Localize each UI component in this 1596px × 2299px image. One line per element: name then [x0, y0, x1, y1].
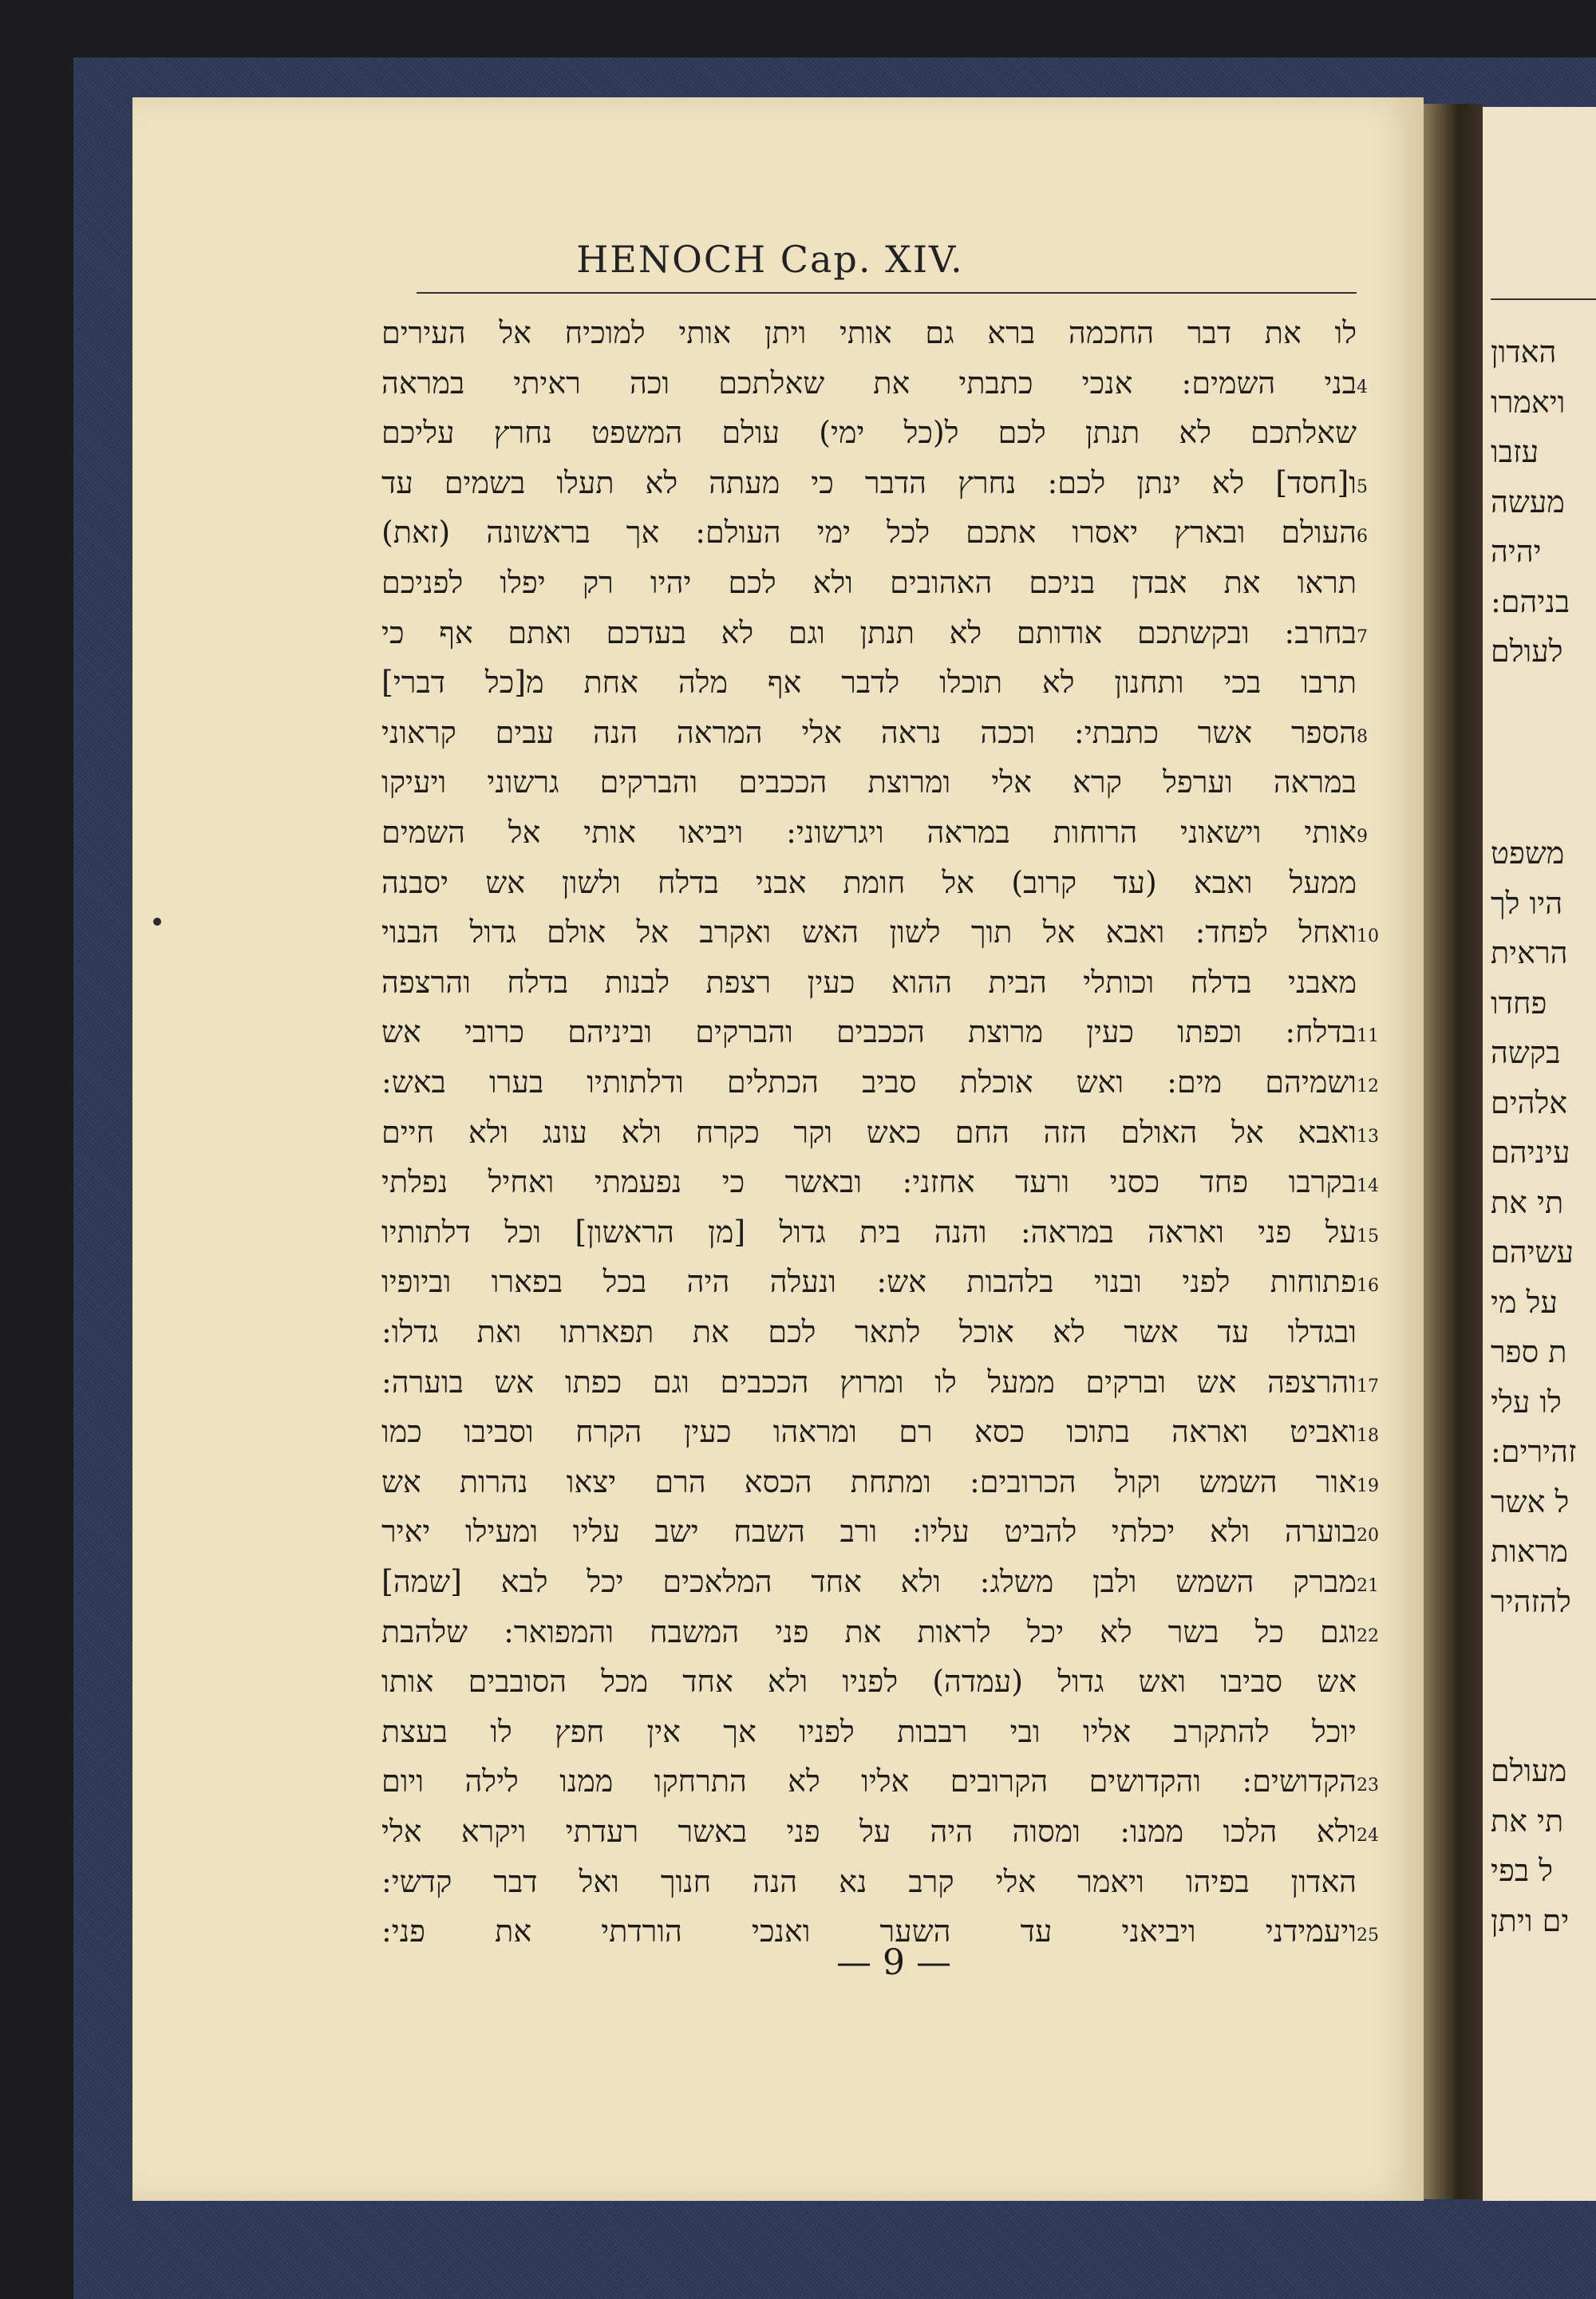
- text-line: ואביט ואראה בתוכו כסא רם ומראהו כעין הקרח וסביבו כמו: [381, 1414, 1357, 1449]
- facing-text-line: להזהיר: [1491, 1584, 1571, 1619]
- text-line: ואבא אל האולם הזה החם כאש וקר כקרח ולא עונג ולא חיים: [381, 1115, 1357, 1150]
- text-line: וגם כל בשר לא יכל לראות את פני המשבח והמפואר: שלהבת: [381, 1614, 1357, 1649]
- text-line: במראה וערפל קרא אלי ומרוצת הככבים והברקים גרשוני ויעיקו: [381, 764, 1357, 800]
- facing-text-line: ל אשר: [1491, 1484, 1570, 1519]
- facing-text-line: היו לך: [1491, 886, 1563, 921]
- verse-number: 7: [1357, 627, 1368, 647]
- facing-text-line: אלהים: [1491, 1085, 1568, 1120]
- verse-number: 19: [1357, 1476, 1379, 1496]
- text-line: מאבני בדלח וכותלי הבית ההוא כעין רצפת לבנות בדלח והרצפה: [381, 965, 1357, 1000]
- facing-text-line: מראות: [1491, 1534, 1568, 1569]
- facing-text-line: האדון: [1491, 334, 1557, 369]
- facing-text-line: לו עלי: [1491, 1385, 1562, 1420]
- verse-number: 24: [1357, 1826, 1379, 1846]
- text-line: אותי וישאוני הרוחות במראה ויגרשוני: ויביאו אותי אל השמים: [381, 815, 1357, 850]
- text-line: בדלח: וכפתו כעין מרוצת הככבים והברקים וביניהם כרובי אש: [381, 1014, 1357, 1049]
- verse-number: 15: [1357, 1227, 1379, 1246]
- facing-text-line: פחדו: [1491, 986, 1547, 1021]
- text-line: הקדושים: והקדושים הקרובים אליו לא התרחקו ממנו לילה ויום: [381, 1764, 1357, 1799]
- facing-text-line: מעולם: [1491, 1753, 1567, 1788]
- facing-text-line: הראית: [1491, 935, 1568, 970]
- verse-number: 22: [1357, 1626, 1379, 1646]
- facing-text-line: עשיהם: [1491, 1234, 1574, 1270]
- text-line: האדון בפיהו ויאמר אלי קרב נא הנה חנוך ואל דבר קדשי:: [381, 1864, 1357, 1899]
- text-line: פתוחות לפני ובנוי בלהבות אש: ונעלה היה בכל בפארו וביופיו: [381, 1264, 1357, 1299]
- verse-number: 12: [1357, 1076, 1379, 1096]
- verse-number: 9: [1357, 827, 1368, 847]
- text-line: בוערה ולא יכלתי להביט עליו: ורב השבח ישב עליו ומעילו יאיר: [381, 1514, 1357, 1549]
- text-line: תראו את אבדן בניכם האהובים ולא לכם יהיו רק יפלו לפניכם: [381, 565, 1357, 600]
- verse-number: 20: [1357, 1526, 1379, 1546]
- facing-text-line: תי את: [1491, 1803, 1564, 1839]
- facing-text-line: ויאמרו: [1491, 385, 1566, 420]
- text-line: בחרב: ובקשתכם אודותם לא תנתן וגם לא בעדכם ואתם אף כי: [381, 615, 1357, 650]
- verse-number: 21: [1357, 1576, 1379, 1596]
- verse-number: 10: [1357, 926, 1379, 946]
- verse-number: 6: [1357, 527, 1368, 547]
- text-line: ושמיהם מים: ואש אוכלת סביב הכתלים ודלתותיו בערו באש:: [381, 1065, 1357, 1100]
- facing-text-line: זהירים:: [1491, 1434, 1577, 1469]
- text-line: ואחל לפחד: ואבא אל תוך לשון האש ואקרב אל אולם גדול הבנוי: [381, 914, 1357, 950]
- text-line: לו את דבר החכמה ברא גם אותי ויתן אותי למוכיח אל העירים: [381, 315, 1357, 350]
- text-line: אור השמש וקול הכרובים: ומתחת הכסא הרם יצאו נהרות אש: [381, 1464, 1357, 1499]
- verse-number: 16: [1357, 1276, 1379, 1296]
- text-line: מברק השמש ולבן משלג: ולא אחד המלאכים יכל לבא [שמה]: [381, 1564, 1357, 1599]
- text-line: יוכל להתקרב אליו ובי רבבות לפניו אך אין חפץ לו בעצת: [381, 1714, 1357, 1749]
- text-line: שאלתכם לא תנתן לכם ל(כל ימי) עולם המשפט נחרץ עליכם: [381, 415, 1357, 450]
- verse-number: 13: [1357, 1127, 1379, 1147]
- verse-number: 11: [1357, 1026, 1379, 1046]
- verse-number: 8: [1357, 727, 1368, 747]
- text-line: ובגדלו עד אשר לא אוכל לתאר לכם את תפארתו ואת גדלו:: [381, 1314, 1357, 1349]
- text-line: ולא הלכו ממנו: ומסוה היה על פני באשר רעדתי ויקרא אלי: [381, 1814, 1357, 1849]
- verse-number: 25: [1357, 1926, 1379, 1945]
- text-line: הספר אשר כתבתי: וככה נראה אלי המראה הנה עבים קראוני: [381, 715, 1357, 750]
- text-line: ויעמידני ויביאני עד השער ואנכי הורדתי את פני:: [381, 1914, 1357, 1949]
- facing-text-line: לעולם: [1491, 634, 1563, 669]
- verse-number: 5: [1357, 477, 1368, 497]
- text-line: ו[חסד] לא ינתן לכם: נחרץ הדבר כי מעתה לא תעלו בשמים עד: [381, 465, 1357, 500]
- text-line: על פני ואראה במראה: והנה בית גדול [מן הראשון] וכל דלתותיו: [381, 1215, 1357, 1250]
- verse-number: 17: [1357, 1377, 1379, 1396]
- facing-text-line: תי את: [1491, 1185, 1564, 1220]
- facing-text-line: בניהם:: [1491, 584, 1570, 619]
- page-number: — 9 —: [836, 1942, 951, 1983]
- text-line: והרצפה אש וברקים ממעל לו ומרוץ הככבים וגם כפתו אש בוערה:: [381, 1365, 1357, 1400]
- verse-number: 23: [1357, 1776, 1379, 1795]
- facing-text-line: בקשה: [1491, 1035, 1561, 1070]
- facing-text-line: ים ויתן: [1491, 1903, 1570, 1938]
- text-line: ממעל ואבא (עד קרוב) אל חומת אבני בדלח ולשון אש יסבנה: [381, 865, 1357, 900]
- facing-text-line: עיניהם: [1491, 1135, 1570, 1170]
- facing-text-line: ת ספר: [1491, 1334, 1567, 1369]
- running-head: HENOCH Cap. XIV.: [576, 238, 964, 281]
- text-line: תרבו בכי ותחנון לא תוכלו לדבר אף מלה אחת מ[כל דברי]: [381, 665, 1357, 700]
- text-line: העולם ובארץ יאסרו אתכם לכל ימי העולם: אך בראשונה (זאת): [381, 515, 1357, 550]
- text-line: בקרבו פחד כסני ורעד אחזני: ובאשר כי נפעמתי ואחיל נפלתי: [381, 1164, 1357, 1199]
- text-line: אש סביבו ואש גדול (עמדה) לפניו ולא אחד מכל הסובבים אותו: [381, 1664, 1357, 1699]
- verse-number: 14: [1357, 1176, 1379, 1196]
- verse-number: 18: [1357, 1426, 1379, 1446]
- facing-text-line: על מי: [1491, 1285, 1558, 1320]
- facing-text-line: עזבו: [1491, 434, 1539, 469]
- facing-text-line: משפט: [1491, 835, 1565, 871]
- facing-text-line: ל בפי: [1491, 1853, 1554, 1888]
- facing-text-line: מעשה: [1491, 484, 1565, 519]
- text-line: בני השמים: אנכי כתבתי את שאלתכם וכה ראיתי במראה: [381, 365, 1357, 401]
- verse-number: 4: [1357, 377, 1368, 397]
- facing-text-line: יהיה: [1491, 534, 1542, 569]
